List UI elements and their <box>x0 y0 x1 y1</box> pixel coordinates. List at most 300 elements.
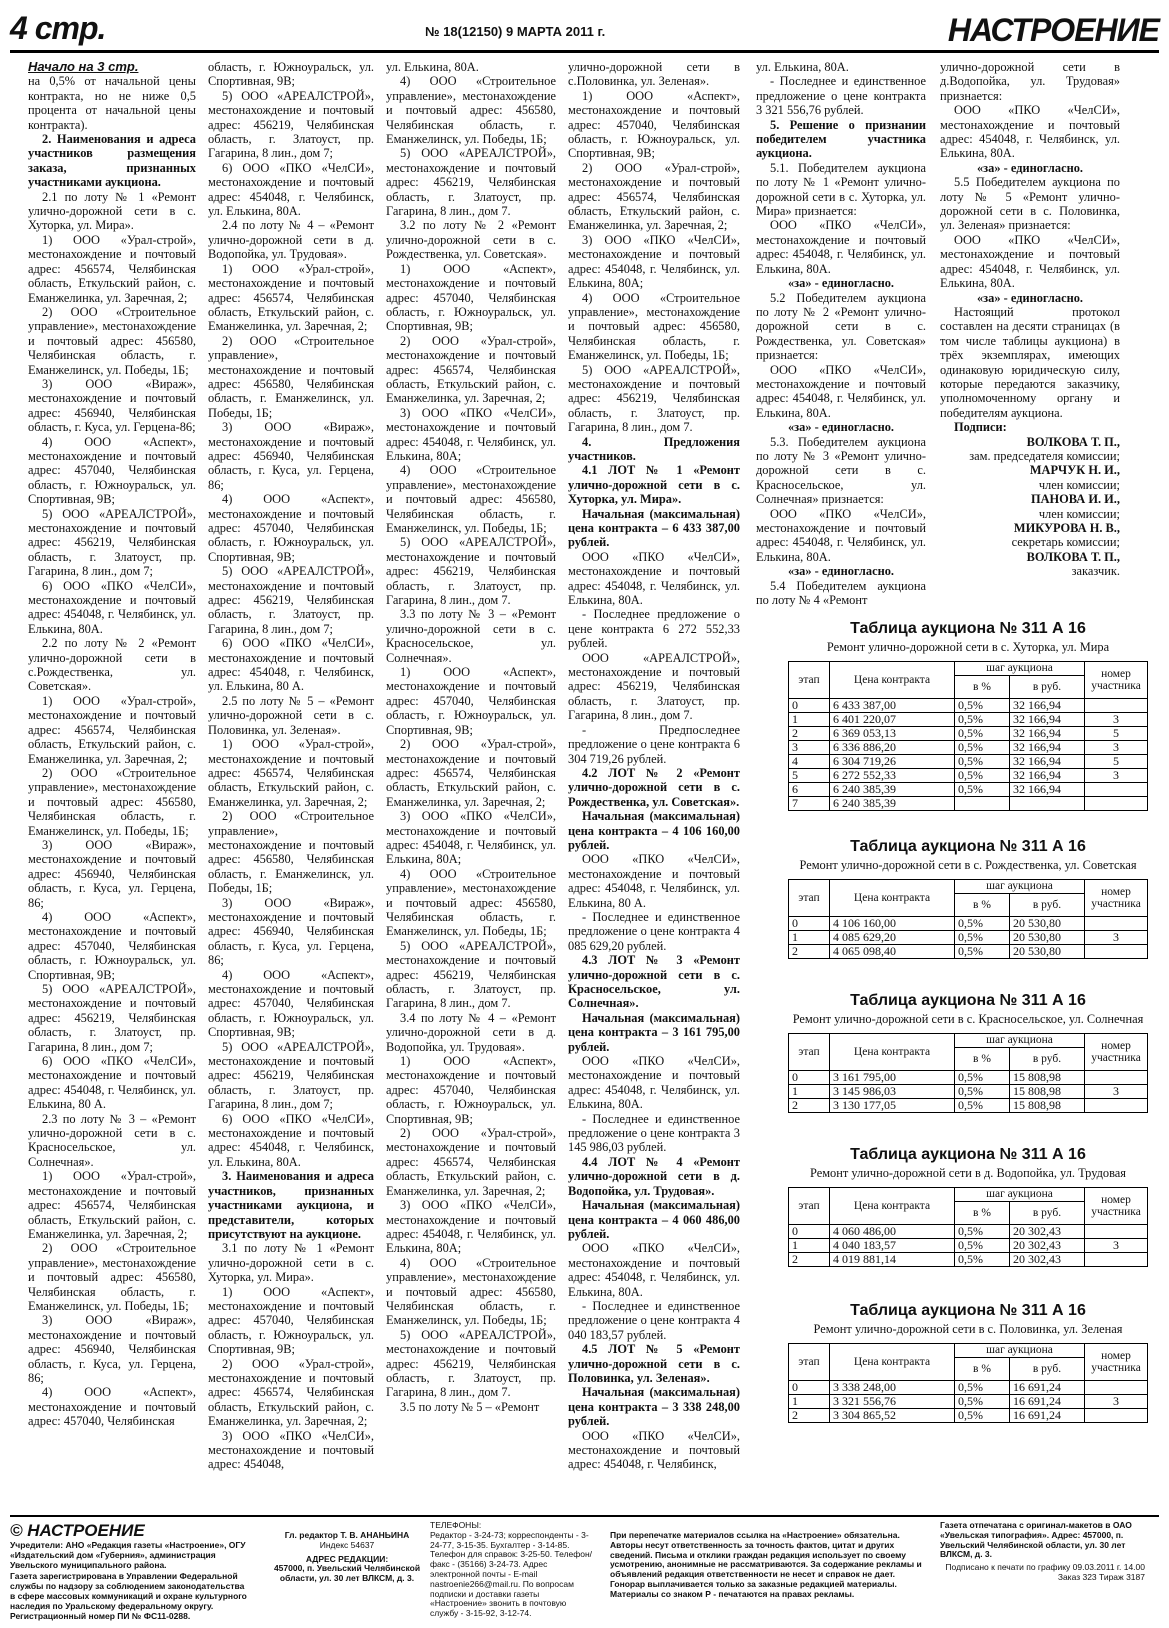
table-cell: 5 <box>1085 727 1148 741</box>
paragraph: 3.5 по лоту № 5 – «Ремонт <box>400 1399 540 1414</box>
paragraph: 3) ООО «Вираж», местонахождение и почтовый адрес: 456940, Челябинская область, г. Куса, ул. Герцена, 86; <box>208 895 374 968</box>
paragraph: 5.2 Победителем аукциона по лоту № 2 «Ремонт улично-дорожной сети в с. Рождественка, ул. Советская» признается: <box>756 290 926 363</box>
paragraph: 6) ООО «ПКО «ЧелСИ», местонахождение и почтовый адрес: 454048, г. Челябинск, ул. Елькина, 80А. <box>208 160 374 219</box>
th-price: Цена контракта <box>830 662 955 699</box>
table-cell <box>1085 917 1148 931</box>
th-stage: этап <box>789 1188 830 1225</box>
paragraph: 3.4 по лоту № 4 – «Ремонт улично-дорожной сети в д. Водопойка, ул. Трудовая». <box>386 1010 556 1054</box>
paragraph: 3) ООО «ПКО «ЧелСИ», местонахождение и почтовый адрес: 454048, г. Челябинск, ул. Елькина, 80А; <box>386 405 556 463</box>
table-cell: 5 <box>789 769 830 783</box>
paragraph: 5) ООО «АРЕАЛСТРОЙ», местонахождение и почтовый адрес: 456219, Челябинская область, г. Златоуст, пр. Гагарина, 8 лин., дом 7; <box>208 88 374 161</box>
paragraph: ул. Елькина, 80А. <box>756 60 849 74</box>
paragraph: 4) ООО «Строительное управление», местонахождение и почтовый адрес: 456580, Челябинская область, г. Еманжелинск, ул. Победы, 1Б; <box>386 463 556 535</box>
table-cell: 0,5% <box>955 917 1010 931</box>
paragraph: 2) ООО «Урал-строй», местонахождение и почтовый адрес: 456574, Челябинская область, Еткульский район, с. Еманжелинка, ул. Заречная, 2; <box>568 160 740 233</box>
table-cell: 3 145 986,03 <box>830 1085 955 1099</box>
th-price: Цена контракта <box>830 1034 955 1071</box>
table-cell: 0,5% <box>955 699 1010 713</box>
auction-table <box>788 1343 1148 1423</box>
footer-founders: Учредители: АНО «Редакция газеты «Настроение», ОГУ «Издательский дом «Губерния», администрация Увельского муниципального района. <box>10 1540 246 1570</box>
table-cell: 3 <box>789 741 830 755</box>
paragraph: 2) ООО «Строительное управление», местонахождение и почтовый адрес: 456580, Челябинская область, г. Еманжелинск, ул. Победы, 1Б; <box>28 304 196 377</box>
paragraph: «за» - единогласно. <box>787 420 895 435</box>
table-row <box>789 741 1148 755</box>
paragraph: 2) ООО «Строительное управление», местонахождение и почтовый адрес: 456580, Челябинская область, г. Еманжелинск, ул. Победы, 1Б; <box>208 333 374 420</box>
paragraph: ООО «ПКО «ЧелСИ», местонахождение и почтовый адрес: 454048, г. Челябинск, ул. Елькина, 80А. <box>568 1054 740 1112</box>
paragraph: ООО «ПКО «ЧелСИ», местонахождение и почтовый адрес: 454048, г. Челябинск, ул. Елькина, 80А. <box>568 549 740 608</box>
table-cell: 0,5% <box>955 727 1010 741</box>
table-cell: 20 302,43 <box>1010 1225 1085 1239</box>
table-cell: 4 <box>789 755 830 769</box>
auction-table-block <box>788 838 1148 959</box>
table-cell <box>1085 1381 1148 1395</box>
table-cell: 0 <box>789 1225 830 1239</box>
paragraph: - Последнее предложение о цене контракта 6 272 552,33 рублей. <box>568 607 740 651</box>
page-header <box>10 10 1159 53</box>
table-row <box>789 797 1148 811</box>
paragraph: 4.5 ЛОТ № 5 «Ремонт улично-дорожной сети в с. Половинка, ул. Зеленая». <box>568 1342 740 1385</box>
table-row <box>789 1071 1148 1085</box>
paragraph: 5) ООО «АРЕАЛСТРОЙ», местонахождение и почтовый адрес: 456219, Челябинская область, г. Златоуст, пр. Гагарина, 8 лин., дом 7; <box>28 506 196 579</box>
paragraph: 2.4 по лоту № 4 – «Ремонт улично-дорожной сети в д. Водопойка, ул. Трудовая». <box>208 218 374 262</box>
table-cell: 2 <box>789 1099 830 1113</box>
th-stage: этап <box>789 1034 830 1071</box>
table-title: Таблица аукциона № 311 А 16 <box>850 838 1086 855</box>
paragraph: 4) ООО «Аспект», местонахождение и почтовый адрес: 457040, Челябинская область, г. Южноуральск, ул. Спортивная, 9В; <box>208 967 374 1040</box>
table-cell <box>1085 797 1148 811</box>
text-column-4 <box>568 60 740 1472</box>
footer-phones: Редактор - 3-24-73; корреспонденты - 3-24-77, 3-15-35. Бухгалтер - 3-14-85. Телефон для справок: 3-25-50. Телефон/факс - (35166) 3-24-73. Адрес электронной почты - E-mail nastroenie266@mail.ru. По вопросам подписки и доставки газеты «Настроение» звонить в почтовую службу - 3-15-92, 3-12-74. <box>430 1529 593 1619</box>
table-cell: 4 065 098,40 <box>830 945 955 959</box>
paragraph: 6) ООО «ПКО «ЧелСИ», местонахождение и почтовый адрес: 454048, г. Челябинск, ул. Елькина, 80 А. <box>28 1054 196 1112</box>
table-row <box>789 1381 1148 1395</box>
th-rub: в руб. <box>1010 1048 1085 1071</box>
paragraph: 4) ООО «Аспект», местонахождение и почтовый адрес: 457040, Челябинская область, г. Южноуральск, ул. Спортивная, 9В; <box>28 434 196 507</box>
paragraph: - Последнее и единственное предложение о цене контракта 4 040 183,57 рублей. <box>568 1298 740 1342</box>
paragraph: ООО «ПКО «ЧелСИ», местонахождение и почтовый адрес: 454048, г. Челябинск, ул. Елькина, 80А. <box>756 362 926 420</box>
table-cell: 3 130 177,05 <box>830 1099 955 1113</box>
paragraph: 5) ООО «АРЕАЛСТРОЙ», местонахождение и почтовый адрес: 456219, Челябинская область, г. Златоуст, пр. Гагарина, 8 лин., дом 7. <box>568 362 740 435</box>
footer-order: Заказ 323 Тираж 3187 <box>1057 1571 1145 1582</box>
paragraph: 6) ООО «ПКО «ЧелСИ», местонахождение и почтовый адрес: 454048, г. Челябинск, ул. Елькина, 80А. <box>28 578 196 636</box>
paragraph: 3.2 по лоту № 2 «Ремонт улично-дорожной сети в с. Рождественка, ул. Советская». <box>386 218 556 262</box>
table-cell: 15 808,98 <box>1010 1085 1085 1099</box>
paragraph: заказчик. <box>1071 564 1120 579</box>
table-cell <box>1085 1071 1148 1085</box>
paragraph: 3) ООО «ПКО «ЧелСИ», местонахождение и почтовый адрес: 454048, г. Челябинск, ул. Елькина, 80А; <box>568 232 740 291</box>
th-percent: в % <box>955 1048 1010 1071</box>
newspaper-brand: НАСТРОЕНИЕ <box>940 12 1159 49</box>
paragraph: Начальная (максимальная) цена контракта – 6 433 387,00 рублей. <box>568 506 740 550</box>
table-cell <box>955 797 1010 811</box>
table-cell: 4 040 183,57 <box>830 1239 955 1253</box>
auction-table <box>788 1187 1148 1267</box>
table-cell: 1 <box>789 1239 830 1253</box>
paragraph: ПАНОВА И. И., <box>1030 492 1120 507</box>
table-cell: 0,5% <box>955 783 1010 797</box>
paragraph: секретарь комиссии; <box>1011 535 1120 550</box>
th-step: шаг аукциона <box>955 662 1085 676</box>
paragraph: 2.3 по лоту № 3 – «Ремонт улично-дорожной сети в с. Красносельское, ул. Солнечная». <box>28 1111 196 1169</box>
table-cell: 15 808,98 <box>1010 1099 1085 1113</box>
table-cell: 20 530,80 <box>1010 931 1085 945</box>
table-title: Таблица аукциона № 311 А 16 <box>850 992 1086 1009</box>
table-cell <box>1085 783 1148 797</box>
table-cell: 2 <box>789 1253 830 1267</box>
table-row <box>789 1409 1148 1423</box>
footer-signed: Подписано к печати по графику 09.03.2011 г. 14.00 <box>945 1562 1145 1573</box>
paragraph: 5) ООО «АРЕАЛСТРОЙ», местонахождение и почтовый адрес: 456219, Челябинская область, г. Златоуст, пр. Гагарина, 8 лин., дом 7; <box>28 982 196 1054</box>
table-cell: 3 <box>1085 713 1148 727</box>
paragraph: 4) ООО «Аспект», местонахождение и почтовый адрес: 457040, Челябинская область, г. Южноуральск, ул. Спортивная, 9В; <box>208 492 374 564</box>
paragraph: 3.1 по лоту № 1 «Ремонт улично-дорожной сети в с. Хуторка, ул. Мира». <box>208 1241 374 1285</box>
table-row <box>789 1099 1148 1113</box>
table-cell: 20 530,80 <box>1010 945 1085 959</box>
table-cell: 0,5% <box>955 1085 1010 1099</box>
table-cell <box>1010 797 1085 811</box>
paragraph: 1) ООО «Аспект», местонахождение и почтовый адрес: 457040, Челябинская область, г. Южноуральск, ул. Спортивная, 9В; <box>208 1284 374 1357</box>
footer-address: 457000, п. Увельский Челябинской области, ул. 30 лет ВЛКСМ, д. 3. <box>273 1563 421 1584</box>
paragraph: 2) ООО «Урал-строй», местонахождение и почтовый адрес: 456574, Челябинская область, Еткульский район, с. Еманжелинка, ул. Заречная, 2; <box>208 1356 374 1429</box>
paragraph: 5.1. Победителем аукциона по лоту № 1 «Ремонт улично-дорожной сети в с. Хуторка, ул. Мира» признается: <box>756 160 926 219</box>
paragraph: 3.3 по лоту № 3 – «Ремонт улично-дорожной сети в с. Красносельское, ул. Солнечная». <box>386 607 556 665</box>
table-title: Таблица аукциона № 311 А 16 <box>850 620 1086 637</box>
table-cell: 0,5% <box>955 1071 1010 1085</box>
paragraph: 2.5 по лоту № 5 – «Ремонт улично-дорожной сети в с. Половинка, ул. Зеленая». <box>208 693 374 737</box>
paragraph: - Последнее и единственное предложение о цене контракта 4 085 629,20 рублей. <box>568 909 740 953</box>
paragraph: 3) ООО «ПКО «ЧелСИ», местонахождение и почтовый адрес: 454048, г. Челябинск, ул. Елькина, 80А; <box>386 1198 556 1256</box>
paragraph: на 0,5% от начальной цены контракта, но не ниже 0,5 процента от начальной цены контракта). <box>28 74 196 132</box>
paragraph: улично-дорожной сети в д.Водопойка, ул. Трудовая» признается: <box>940 60 1120 103</box>
paragraph: улично-дорожной сети в с.Половинка, ул. Зеленая». <box>568 60 740 89</box>
th-percent: в % <box>955 676 1010 699</box>
paragraph: ВОЛКОВА Т. П., <box>1026 434 1120 449</box>
paragraph: 3) ООО «Вираж», местонахождение и почтовый адрес: 456940, Челябинская область, г. Куса, ул. Герцена, 86; <box>208 420 374 492</box>
paragraph: - Последнее и единственное предложение о цене контракта 3 145 986,03 рублей. <box>568 1111 740 1155</box>
paragraph: 1) ООО «Урал-строй», местонахождение и почтовый адрес: 456574, Челябинская область, Еткульский район, с. Еманжелинка, ул. Заречная, 2; <box>208 261 374 334</box>
paragraph: 2. Наименования и адреса участников размещения заказа, признанных участниками аукциона. <box>28 132 196 190</box>
paragraph: 5) ООО «АРЕАЛСТРОЙ», местонахождение и почтовый адрес: 456219, Челябинская область, г. Златоуст, пр. Гагарина, 8 лин., дом 7. <box>386 146 556 219</box>
table-cell: 4 060 486,00 <box>830 1225 955 1239</box>
table-row <box>789 917 1148 931</box>
paragraph: 3) ООО «Вираж», местонахождение и почтовый адрес: 456940, Челябинская область, г. Куса, ул. Герцена, 86; <box>28 837 196 910</box>
table-cell: 32 166,94 <box>1010 727 1085 741</box>
table-cell: 0,5% <box>955 931 1010 945</box>
table-cell: 0 <box>789 1381 830 1395</box>
paragraph: член комиссии; <box>1038 506 1120 521</box>
th-percent: в % <box>955 1202 1010 1225</box>
paragraph: ООО «ПКО «ЧелСИ», местонахождение и почтовый адрес: 454048, г. Челябинск, ул. Елькина, 80А. <box>940 232 1120 291</box>
table-cell: 6 433 387,00 <box>830 699 955 713</box>
th-participant: номер участника <box>1085 1344 1148 1381</box>
paragraph: 1) ООО «Урал-строй», местонахождение и почтовый адрес: 456574, Челябинская область, Еткульский район, с. Еманжелинка, ул. Заречная, 2; <box>28 693 196 766</box>
table-cell: 0,5% <box>955 1225 1010 1239</box>
paragraph: МИКУРОВА Н. В., <box>1013 521 1120 535</box>
table-cell: 32 166,94 <box>1010 713 1085 727</box>
th-step: шаг аукциона <box>955 1188 1085 1202</box>
table-cell: 3 <box>1085 1085 1148 1099</box>
th-rub: в руб. <box>1010 894 1085 917</box>
table-cell: 6 401 220,07 <box>830 713 955 727</box>
paragraph: 2) ООО «Урал-строй», местонахождение и почтовый адрес: 456574, Челябинская область, Еткульский район, с. Еманжелинка, ул. Заречная, 2; <box>386 333 556 406</box>
table-title: Таблица аукциона № 311 А 16 <box>850 1146 1086 1163</box>
auction-table-block <box>788 992 1148 1113</box>
table-cell: 20 302,43 <box>1010 1253 1085 1267</box>
table-cell: 0,5% <box>955 1239 1010 1253</box>
paragraph: 1) ООО «Аспект», местонахождение и почтовый адрес: 457040, Челябинская область, г. Южноуральск, ул. Спортивная, 9В; <box>386 665 556 737</box>
table-cell: 3 338 248,00 <box>830 1381 955 1395</box>
table-row <box>789 769 1148 783</box>
paragraph: ООО «АРЕАЛСТРОЙ», местонахождение и почтовый адрес: 456219, Челябинская область, г. Златоуст, пр. Гагарина, 8 лин., дом 7. <box>568 650 740 723</box>
table-row <box>789 1239 1148 1253</box>
footer-editor: Гл. редактор Т. В. АНАНЬИНА <box>284 1530 410 1540</box>
table-cell: 6 240 385,39 <box>830 783 955 797</box>
table-cell: 4 085 629,20 <box>830 931 955 945</box>
paragraph: 3) ООО «Вираж», местонахождение и почтовый адрес: 456940, Челябинская область, г. Куса, ул. Герцена-86; <box>28 376 196 435</box>
paragraph: 1) ООО «Аспект», местонахождение и почтовый адрес: 457040, Челябинская область, г. Южноуральск, ул. Спортивная, 9В; <box>568 88 740 161</box>
table-cell: 0,5% <box>955 769 1010 783</box>
text-column-1 <box>28 60 196 1429</box>
paragraph: «за» - единогласно. <box>787 276 895 291</box>
table-cell: 3 321 556,76 <box>830 1395 955 1409</box>
th-rub: в руб. <box>1010 676 1085 699</box>
paragraph: МАРЧУК Н. И., <box>1029 463 1120 478</box>
table-subtitle: Ремонт улично-дорожной сети в с. Половинка, ул. Зеленая <box>813 1322 1123 1336</box>
th-participant: номер участника <box>1085 1188 1148 1225</box>
paragraph: ООО «ПКО «ЧелСИ», местонахождение и почтовый адрес: 454048, г. Челябинск, ул. Елькина, 80А. <box>940 103 1120 161</box>
table-row <box>789 931 1148 945</box>
paragraph: 5.3. Победителем аукциона по лоту № 3 «Ремонт улично-дорожной сети в с. Красносельское, ул. Солнечная» признается: <box>756 434 926 507</box>
table-cell: 16 691,24 <box>1010 1395 1085 1409</box>
table-cell: 2 <box>789 945 830 959</box>
table-cell: 4 019 881,14 <box>830 1253 955 1267</box>
table-cell: 1 <box>789 713 830 727</box>
paragraph: 4) ООО «Строительное управление», местонахождение и почтовый адрес: 456580, Челябинская область, г. Еманжелинск, ул. Победы, 1Б; <box>386 866 556 939</box>
paragraph: 4. Предложения участников. <box>568 434 740 463</box>
th-percent: в % <box>955 894 1010 917</box>
table-cell: 20 530,80 <box>1010 917 1085 931</box>
paragraph: 4.1 ЛОТ № 1 «Ремонт улично-дорожной сети в с. Хуторка, ул. Мира». <box>568 463 740 507</box>
paragraph: 4.4 ЛОТ № 4 «Ремонт улично-дорожной сети в д. Водопойка, ул. Трудовая». <box>568 1154 740 1198</box>
paragraph: 3) ООО «ПКО «ЧелСИ», местонахождение и почтовый адрес: 454048, <box>208 1428 374 1472</box>
paragraph: 5) ООО «АРЕАЛСТРОЙ», местонахождение и почтовый адрес: 456219, Челябинская область, г. Златоуст, пр. Гагарина, 8 лин., дом 7. <box>386 938 556 1011</box>
paragraph: 2) ООО «Строительное управление», местонахождение и почтовый адрес: 456580, Челябинская область, г. Еманжелинск, ул. Победы, 1Б; <box>28 1241 196 1313</box>
text-column-3 <box>386 60 556 1414</box>
table-cell: 1 <box>789 1395 830 1409</box>
table-row <box>789 1225 1148 1239</box>
th-step: шаг аукциона <box>955 1344 1085 1358</box>
table-cell: 3 <box>1085 741 1148 755</box>
th-rub: в руб. <box>1010 1358 1085 1381</box>
paragraph: 4) ООО «Строительное управление», местонахождение и почтовый адрес: 456580, Челябинская область, г. Еманжелинск, ул. Победы, 1Б; <box>386 74 556 147</box>
footer-imprint <box>10 1515 1159 1622</box>
table-cell: 3 161 795,00 <box>830 1071 955 1085</box>
table-cell: 32 166,94 <box>1010 769 1085 783</box>
table-cell: 3 304 865,52 <box>830 1409 955 1423</box>
th-price: Цена контракта <box>830 1344 955 1381</box>
table-row <box>789 945 1148 959</box>
table-cell: 3 <box>1085 1395 1148 1409</box>
paragraph: - Предпоследнее предложение о цене контракта 6 304 719,26 рублей. <box>568 722 740 766</box>
th-rub: в руб. <box>1010 1202 1085 1225</box>
th-step: шаг аукциона <box>955 1034 1085 1048</box>
paragraph: Начальная (максимальная) цена контракта – 3 161 795,00 рублей. <box>568 1010 740 1054</box>
table-cell: 2 <box>789 1409 830 1423</box>
table-cell: 32 166,94 <box>1010 699 1085 713</box>
th-step: шаг аукциона <box>955 880 1085 894</box>
auction-table-block <box>788 620 1148 811</box>
paragraph: Начало на 3 стр. <box>28 59 139 74</box>
table-cell: 0,5% <box>955 755 1010 769</box>
paragraph: 5. Решение о признании победителем участника аукциона. <box>756 117 926 161</box>
paragraph: 4) ООО «Строительное управление», местонахождение и почтовый адрес: 456580, Челябинская область, г. Еманжелинск, ул. Победы, 1Б; <box>568 290 740 363</box>
text-column-5 <box>756 60 926 607</box>
table-cell: 0,5% <box>955 1409 1010 1423</box>
paragraph: 1) ООО «Урал-строй», местонахождение и почтовый адрес: 456574, Челябинская область, Еткульский район, с. Еманжелинка, ул. Заречная, 2; <box>28 1169 196 1241</box>
paragraph: 5.5 Победителем аукциона по лоту № 5 «Ремонт улично-дорожной сети в с. Половинка, ул. Зеленая» признается: <box>940 175 1120 233</box>
footer-registration: Газета зарегистрирована в Управлении Федеральной службы по надзору за соблюдением законодательства в сфере массовых коммуникаций и охране культурного наследия по Уральскому федеральному округу. Регистрационный номер ПИ № ФС11-0288. <box>10 1571 247 1621</box>
paragraph: 4) ООО «Аспект», местонахождение и почтовый адрес: 457040, Челябинская <box>28 1385 196 1429</box>
text-column-2 <box>208 60 374 1472</box>
table-row <box>789 755 1148 769</box>
paragraph: Подписи: <box>954 420 1007 435</box>
paragraph: 4) ООО «Строительное управление», местонахождение и почтовый адрес: 456580, Челябинская область, г. Еманжелинск, ул. Победы, 1Б; <box>386 1255 556 1328</box>
paragraph: 2.2 по лоту № 2 «Ремонт улично-дорожной сети в с.Рождественка, ул. Советская». <box>28 636 196 694</box>
paragraph: 3) ООО «ПКО «ЧелСИ», местонахождение и почтовый адрес: 454048, г. Челябинск, ул. Елькина, 80А; <box>386 809 556 867</box>
paragraph: 2.1 по лоту № 1 «Ремонт улично-дорожной сети в с. Хуторка, ул. Мира». <box>28 189 196 233</box>
paragraph: 5) ООО «АРЕАЛСТРОЙ», местонахождение и почтовый адрес: 456219, Челябинская область, г. Златоуст, пр. Гагарина, 8 лин., дом 7; <box>208 564 374 636</box>
text-column-6 <box>940 60 1120 579</box>
table-cell: 16 691,24 <box>1010 1381 1085 1395</box>
page-number: 4 стр. <box>10 10 106 46</box>
paragraph: Начальная (максимальная) цена контракта – 3 338 248,00 рублей. <box>568 1385 740 1429</box>
table-cell: 0 <box>789 917 830 931</box>
table-cell: 0,5% <box>955 1381 1010 1395</box>
table-subtitle: Ремонт улично-дорожной сети в с. Хуторка, ул. Мира <box>826 640 1110 654</box>
paragraph: 1) ООО «Урал-строй», местонахождение и почтовый адрес: 456574, Челябинская область, Еткульский район, с. Еманжелинка, ул. Заречная, 2; <box>28 232 196 305</box>
table-cell: 6 <box>789 783 830 797</box>
paragraph: 3. Наименования и адреса участников, признанных участниками аукциона, и представители, которых присутствуют на аукционе. <box>208 1169 374 1241</box>
table-cell: 6 304 719,26 <box>830 755 955 769</box>
paragraph: «за» - единогласно. <box>976 160 1084 175</box>
paragraph: 5) ООО «АРЕАЛСТРОЙ», местонахождение и почтовый адрес: 456219, Челябинская область, г. Златоуст, пр. Гагарина, 8 лин., дом 7. <box>386 1327 556 1400</box>
table-cell: 6 272 552,33 <box>830 769 955 783</box>
table-cell: 3 <box>1085 1239 1148 1253</box>
paragraph: 1) ООО «Аспект», местонахождение и почтовый адрес: 457040, Челябинская область, г. Южноуральск, ул. Спортивная, 9В; <box>386 1054 556 1126</box>
th-stage: этап <box>789 1344 830 1381</box>
table-cell <box>1085 699 1148 713</box>
paragraph: член комиссии; <box>1038 477 1120 492</box>
footer-print: Газета отпечатана с оригинал-макетов в ОАО «Увельская типография». Адрес: 457000, п. Увельский Челябинской области, ул. 30 лет ВЛКСМ, д. 3. <box>940 1520 1132 1560</box>
table-row <box>789 1085 1148 1099</box>
table-subtitle: Ремонт улично-дорожной сети в с. Красносельское, ул. Солнечная <box>792 1012 1144 1026</box>
table-row <box>789 1253 1148 1267</box>
table-subtitle: Ремонт улично-дорожной сети в с. Рождественка, ул. Советская <box>799 858 1137 872</box>
paragraph: - Последнее и единственное предложение о цене контракта 3 321 556,76 рублей. <box>756 74 926 118</box>
table-cell <box>1085 1099 1148 1113</box>
table-cell: 0,5% <box>955 741 1010 755</box>
table-cell: 3 <box>1085 931 1148 945</box>
th-price: Цена контракта <box>830 1188 955 1225</box>
table-row <box>789 783 1148 797</box>
table-cell: 0 <box>789 699 830 713</box>
paragraph: Начальная (максимальная) цена контракта – 4 106 160,00 рублей. <box>568 809 740 852</box>
table-cell: 1 <box>789 1085 830 1099</box>
th-price: Цена контракта <box>830 880 955 917</box>
table-subtitle: Ремонт улично-дорожной сети в д. Водопойка, ул. Трудовая <box>809 1166 1127 1180</box>
table-cell: 7 <box>789 797 830 811</box>
th-percent: в % <box>955 1358 1010 1381</box>
footer-logo: © НАСТРОЕНИЕ <box>10 1521 145 1540</box>
paragraph: 4.3 ЛОТ № 3 «Ремонт улично-дорожной сети в с. Красносельское, ул. Солнечная». <box>568 953 740 1011</box>
table-row <box>789 699 1148 713</box>
table-cell <box>1085 1253 1148 1267</box>
paragraph: ООО «ПКО «ЧелСИ», местонахождение и почтовый адрес: 454048, г. Челябинск, <box>568 1428 740 1472</box>
paragraph: ООО «ПКО «ЧелСИ», местонахождение и почтовый адрес: 454048, г. Челябинск, ул. Елькина, 80А. <box>756 218 926 276</box>
footer-index: Индекс 54637 <box>319 1539 375 1550</box>
table-cell: 5 <box>1085 755 1148 769</box>
table-cell: 15 808,98 <box>1010 1071 1085 1085</box>
table-cell: 1 <box>789 931 830 945</box>
paragraph: Начальная (максимальная) цена контракта – 4 060 486,00 рублей. <box>568 1198 740 1241</box>
footer-notice: При перепечатке материалов ссылка на «Настроение» обязательна. Авторы несут ответственность за точность фактов, цитат и других сведений. Письма и отклики граждан редакция использует по своему усмотрению, анонимные не рассматриваются. За содержание рекламы и объявлений редакция ответственности не несет и справок не дает. Гонорар выплачивается только за заказные редакцией материалы. Материалы со знаком Р - печатаются на правах рекламы. <box>610 1530 922 1599</box>
table-cell: 6 336 886,20 <box>830 741 955 755</box>
table-cell: 16 691,24 <box>1010 1409 1085 1423</box>
paragraph: «за» - единогласно. <box>787 564 895 579</box>
paragraph: зам. председателя комиссии; <box>969 448 1120 463</box>
paragraph: ВОЛКОВА Т. П., <box>1026 549 1120 564</box>
th-participant: номер участника <box>1085 1034 1148 1071</box>
table-cell: 0 <box>789 1071 830 1085</box>
table-row <box>789 727 1148 741</box>
auction-table <box>788 879 1148 959</box>
table-cell: 4 106 160,00 <box>830 917 955 931</box>
paragraph: 6) ООО «ПКО «ЧелСИ», местонахождение и почтовый адрес: 454048, г. Челябинск, ул. Елькина, 80А. <box>208 1111 374 1169</box>
paragraph: 4) ООО «Аспект», местонахождение и почтовый адрес: 457040, Челябинская область, г. Южноуральск, ул. Спортивная, 9В; <box>28 909 196 982</box>
table-cell: 32 166,94 <box>1010 755 1085 769</box>
table-cell: 3 <box>1085 769 1148 783</box>
table-row <box>789 713 1148 727</box>
paragraph: Настоящий протокол составлен на десяти страницах (в том числе таблицы аукциона) в трёх экземплярах, имеющих одинаковую юридическую силу, которые передаются заказчику, уполномоченному органу и победителям аукциона. <box>940 304 1120 420</box>
table-cell: 20 302,43 <box>1010 1239 1085 1253</box>
table-cell: 6 369 053,13 <box>830 727 955 741</box>
issue-date: № 18(12150) 9 МАРТА 2011 г. <box>425 24 606 39</box>
paragraph: 4.2 ЛОТ № 2 «Ремонт улично-дорожной сети в с. Рождественка, ул. Советская». <box>568 765 740 809</box>
paragraph: 5.4 Победителем аукциона по лоту № 4 «Ремонт <box>756 578 926 608</box>
table-row <box>789 1395 1148 1409</box>
paragraph: 2) ООО «Урал-строй», местонахождение и почтовый адрес: 456574, Челябинская область, Еткульский район, с. Еманжелинка, ул. Заречная, 2; <box>386 1126 556 1198</box>
paragraph: 6) ООО «ПКО «ЧелСИ», местонахождение и почтовый адрес: 454048, г. Челябинск, ул. Елькина, 80 А. <box>208 636 374 694</box>
auction-table <box>788 1033 1148 1113</box>
table-cell <box>1085 1225 1148 1239</box>
th-stage: этап <box>789 880 830 917</box>
th-participant: номер участника <box>1085 662 1148 699</box>
paragraph: 2) ООО «Строительное управление», местонахождение и почтовый адрес: 456580, Челябинская область, г. Еманжелинск, ул. Победы, 1Б; <box>28 765 196 838</box>
paragraph: 5) ООО «АРЕАЛСТРОЙ», местонахождение и почтовый адрес: 456219, Челябинская область, г. Златоуст, пр. Гагарина, 8 лин., дом 7. <box>386 535 556 608</box>
footer-phones-title: ТЕЛЕФОНЫ: <box>430 1520 482 1530</box>
paragraph: 3) ООО «Вираж», местонахождение и почтовый адрес: 456940, Челябинская область, г. Куса, ул. Герцена, 86; <box>28 1313 196 1385</box>
table-cell: 32 166,94 <box>1010 741 1085 755</box>
paragraph: ООО «ПКО «ЧелСИ», местонахождение и почтовый адрес: 454048, г. Челябинск, ул. Елькина, 80А. <box>756 506 926 564</box>
paragraph: 5) ООО «АРЕАЛСТРОЙ», местонахождение и почтовый адрес: 456219, Челябинская область, г. Златоуст, пр. Гагарина, 8 лин., дом 7; <box>208 1039 374 1112</box>
table-cell: 0,5% <box>955 1099 1010 1113</box>
table-cell: 2 <box>789 727 830 741</box>
table-cell: 0,5% <box>955 1253 1010 1267</box>
table-cell <box>1085 1409 1148 1423</box>
paragraph: «за» - единогласно. <box>976 290 1084 305</box>
table-title: Таблица аукциона № 311 А 16 <box>850 1302 1086 1319</box>
paragraph: 1) ООО «Урал-строй», местонахождение и почтовый адрес: 456574, Челябинская область, Еткульский район, с. Еманжелинка, ул. Заречная, 2; <box>208 737 374 809</box>
